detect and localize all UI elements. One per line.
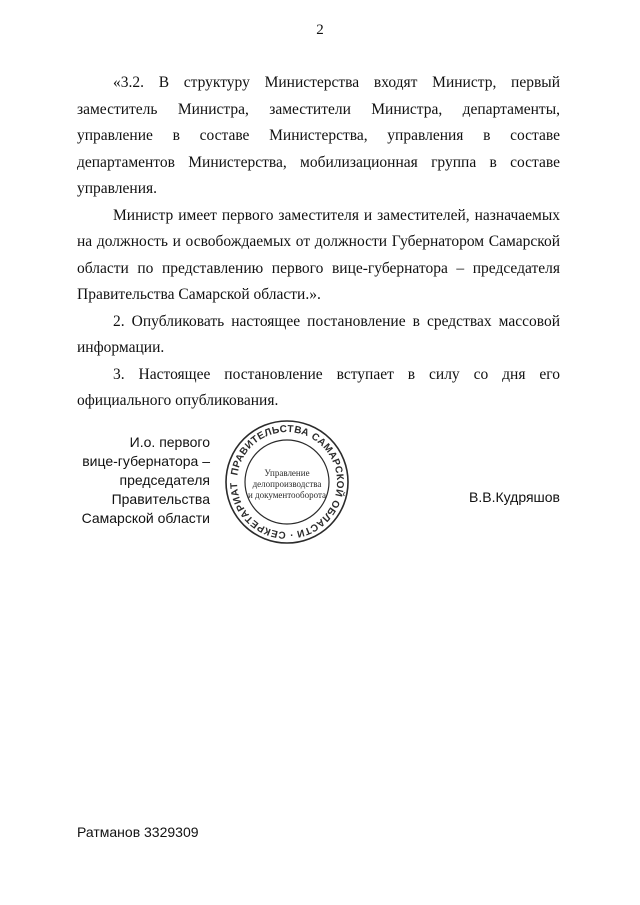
paragraph-structure: «3.2. В структуру Министерства входят Министр, первый заместитель Министра, заместители Министра, департаменты, управление в составе Министерства, управления в составе департаментов Министерства, мобилизационная группа в составе управления.: [77, 74, 560, 197]
page-number: 2: [316, 22, 324, 38]
executor-note: Ратманов 3329309: [77, 824, 199, 840]
signatory-title-line: председателя Правительства: [111, 472, 210, 507]
paragraph-publish: 2. Опубликовать настоящее постановление в средствах массовой информации.: [77, 312, 560, 356]
signatory-title-line: Самарской области: [81, 510, 210, 526]
stamp-ring-textpath: ПРАВИТЕЛЬСТВА САМАРСКОЙ ОБЛАСТИ · СЕКРЕТАРИАТ: [228, 423, 346, 541]
official-stamp: [223, 418, 351, 546]
paragraph-effective: 3. Настоящее постановление вступает в силу со дня его официального опубликования.: [77, 365, 560, 409]
signatory-title-line: вице-губернатора –: [82, 453, 210, 469]
signatory-name: В.В.Кудряшов: [469, 489, 560, 505]
stamp-center-line: и документооборота: [247, 490, 327, 500]
stamp-center-line: Управление: [264, 468, 310, 478]
stamp-center-line: делопроизводства: [252, 479, 322, 489]
signatory-title-line: И.о. первого: [129, 434, 210, 450]
signatory-title: [60, 433, 210, 528]
paragraph-deputies: Министр имеет первого заместителя и заместителей, назначаемых на должность и освобождаемых от должности Губернатором Самарской области по представлению первого вице-губернатора – председателя Правительства Самарской области.».: [77, 206, 560, 303]
document-body: [77, 70, 560, 415]
stamp-seal: [223, 418, 351, 546]
